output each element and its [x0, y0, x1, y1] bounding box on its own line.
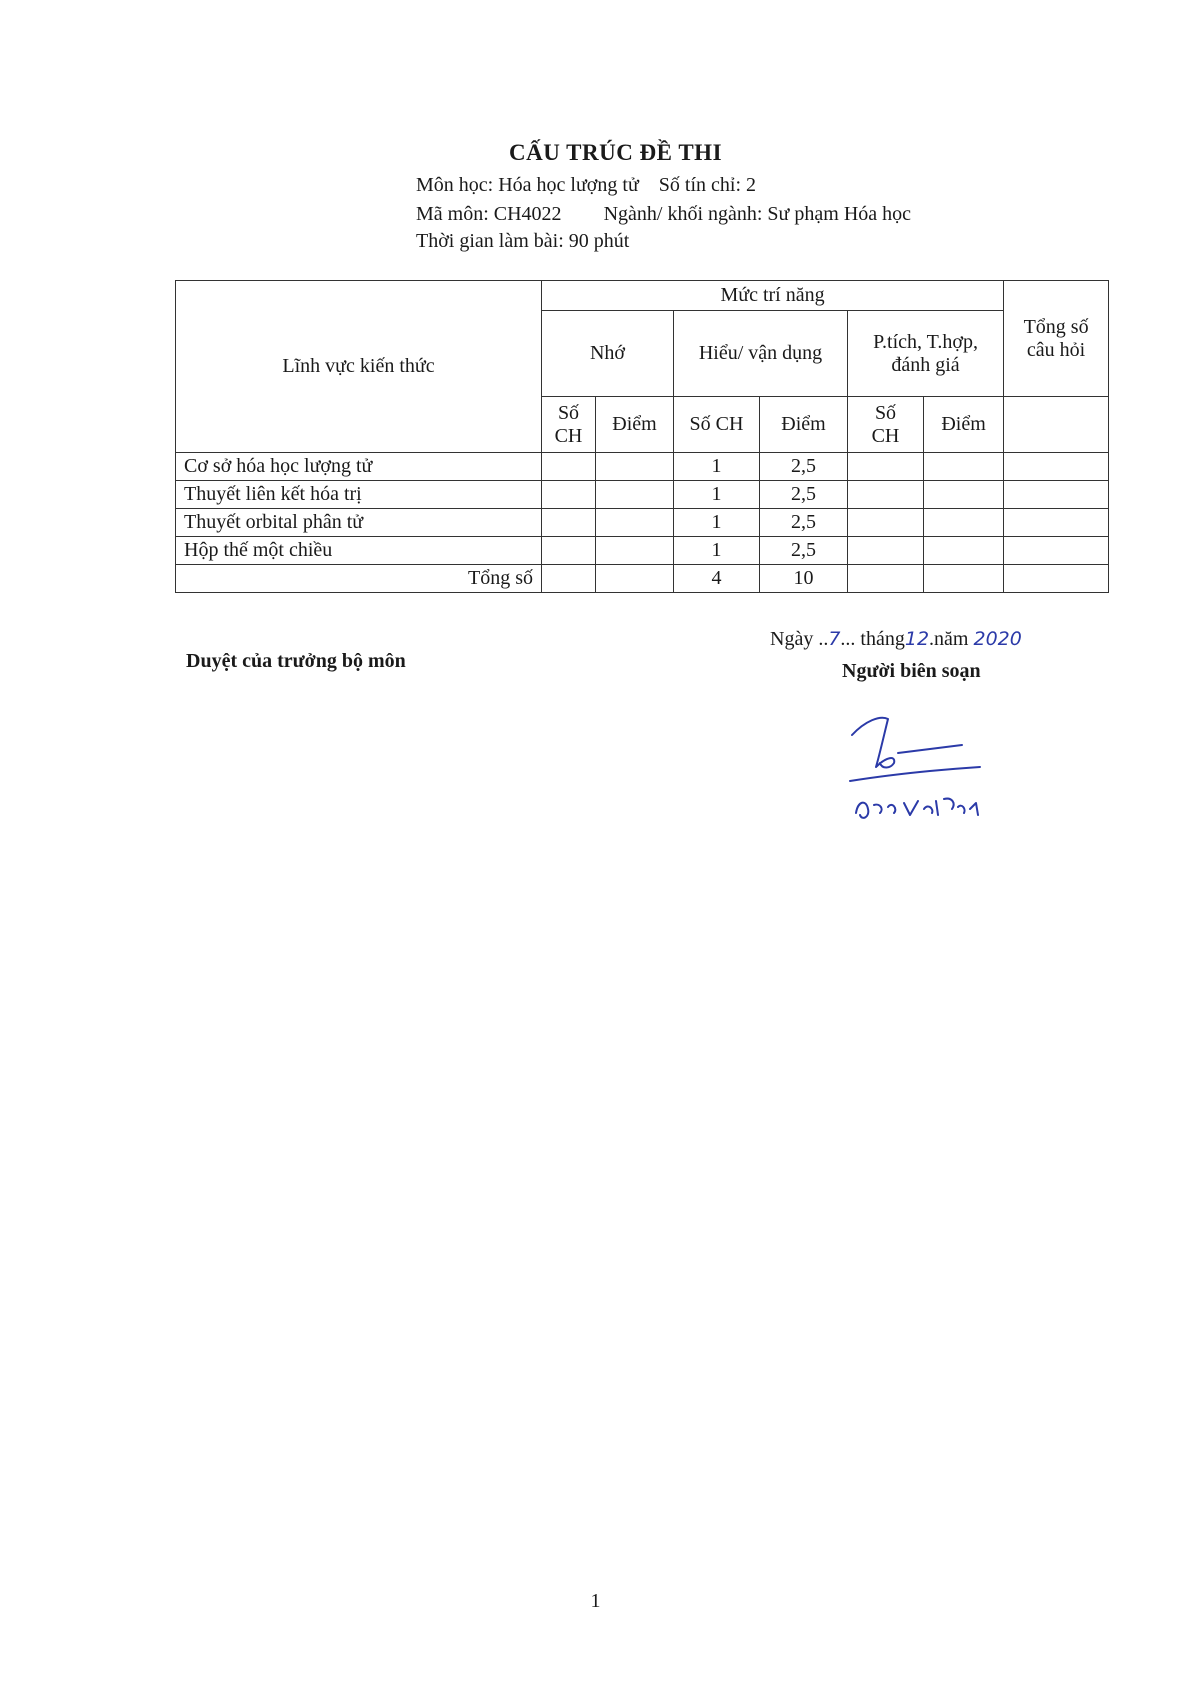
time-line	[416, 230, 629, 253]
code-label: Mã môn: CH4022	[416, 203, 562, 225]
subject-label: Môn học: Hóa học lượng tử	[416, 174, 639, 196]
row-understand-score: 2,5	[760, 453, 848, 481]
row-understand-count: 1	[674, 509, 760, 537]
table-row	[176, 537, 1109, 565]
subject-line	[416, 174, 756, 197]
header-analyze: P.tích, T.hợp, đánh giá	[848, 311, 1004, 397]
sub-remember-score: Điểm	[596, 397, 674, 453]
approval-label: Duyệt của trưởng bộ môn	[186, 650, 406, 672]
date-day: 7	[828, 628, 841, 650]
header-domain: Lĩnh vực kiến thức	[176, 281, 542, 453]
date-year-label: .năm	[929, 628, 969, 650]
sub-remember-count: Số CH	[542, 397, 596, 453]
date-month: 12	[904, 628, 930, 650]
major-label: Ngành/ khối ngành: Sư phạm Hóa học	[603, 203, 912, 225]
date-prefix: Ngày ..	[770, 628, 829, 650]
page-number: 1	[590, 1590, 601, 1612]
header-total: Tổng số câu hỏi	[1004, 281, 1109, 397]
sub-analyze-count: Số CH	[848, 397, 924, 453]
row-understand-score: 2,5	[760, 481, 848, 509]
exam-structure-table	[175, 280, 1109, 593]
credits-label: Số tín chỉ: 2	[658, 174, 757, 196]
header-understand: Hiểu/ vận dụng	[674, 311, 848, 397]
row-domain: Cơ sở hóa học lượng tử	[176, 453, 542, 481]
total-row	[176, 565, 1109, 593]
date-year: 2020	[973, 628, 1022, 650]
signature-stroke	[852, 718, 894, 768]
row-domain: Thuyết liên kết hóa trị	[176, 481, 542, 509]
signature-stroke	[898, 745, 962, 753]
time-label: Thời gian làm bài: 90 phút	[416, 230, 630, 252]
row-understand-score: 2,5	[760, 537, 848, 565]
total-understand-count: 4	[674, 565, 760, 593]
total-understand-score: 10	[760, 565, 848, 593]
date-month-label: ... tháng	[840, 628, 905, 650]
date-line	[770, 628, 1022, 651]
row-domain: Hộp thế một chiều	[176, 537, 542, 565]
row-understand-count: 1	[674, 481, 760, 509]
row-understand-count: 1	[674, 453, 760, 481]
document-title: CẤU TRÚC ĐỀ THI	[508, 140, 723, 165]
sub-analyze-score: Điểm	[924, 397, 1004, 453]
header-remember: Nhớ	[542, 311, 674, 397]
sub-understand-count: Số CH	[674, 397, 760, 453]
sub-understand-score: Điểm	[760, 397, 848, 453]
table-row	[176, 481, 1109, 509]
row-understand-score: 2,5	[760, 509, 848, 537]
row-domain: Thuyết orbital phân tử	[176, 509, 542, 537]
table-row	[176, 509, 1109, 537]
signature-image	[840, 705, 1020, 835]
sub-total-empty	[1004, 397, 1109, 453]
code-line	[416, 203, 911, 226]
row-understand-count: 1	[674, 537, 760, 565]
total-label: Tổng số	[176, 565, 542, 593]
table-row	[176, 453, 1109, 481]
composer-label: Người biên soạn	[842, 660, 981, 682]
header-level: Mức trí năng	[542, 281, 1004, 311]
signature-name-scribble	[856, 799, 978, 818]
signature-stroke	[850, 767, 980, 781]
